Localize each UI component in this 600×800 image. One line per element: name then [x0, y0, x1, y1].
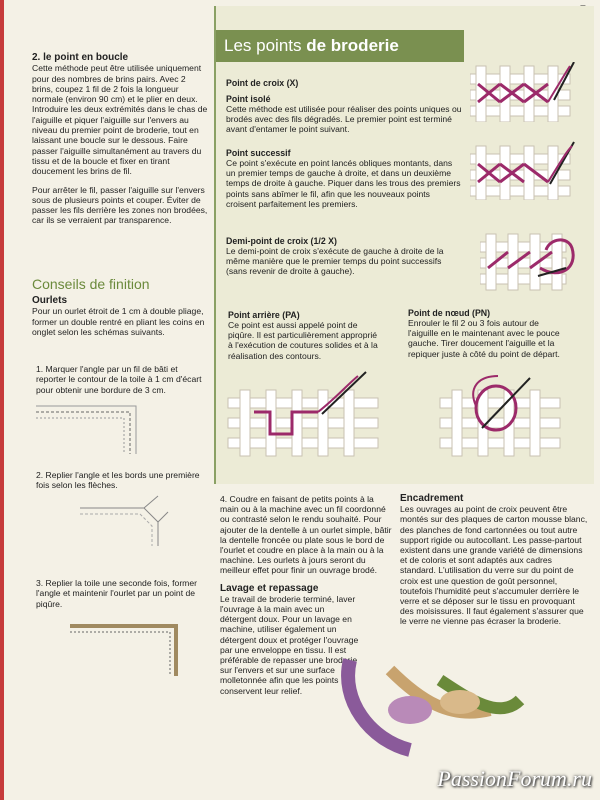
point-noeud-illustration — [438, 368, 578, 462]
noeud-text: Enrouler le fil 2 ou 3 fois autour de l'aiguille en le maintenant avec le pouce gauche. Tirer doucement l'aiguille et la repiquer juste à côté du point de départ. — [408, 318, 560, 359]
noeud-title: Point de nœud (PN) — [408, 308, 491, 318]
left-column — [32, 52, 208, 234]
arret-text: Pour arrêter le fil, passer l'aiguille sur l'envers sous de plusieurs points et couper. Éviter de passer les fils derrière les zones non brodées, car ils se verraient par transparence. — [32, 184, 208, 226]
demi-text: Le demi-point de croix s'exécute de gauche à droite de la même manière que le premier temps du point successifs (sans revenir de droite à gauche). — [226, 246, 444, 277]
cross-stitch-successif-illustration — [470, 140, 580, 200]
demi-title: Demi-point de croix (1/2 X) — [226, 236, 337, 246]
step2-text: 2. Replier l'angle et les bords une première fois selon les flèches. — [36, 470, 200, 491]
bottom-right-column — [400, 494, 590, 627]
step4-text: 4. Coudre en faisant de petits points à la main ou à la machine avec un fil coordonné ou contrasté selon le rendu souhaité. Pour ajouter de la dentelle à un ourlet simple, bâtir la dentelle froncée ou plate sous le bord de l'ourlet et coudre en place à la main ou à la machine. Les ourlets à jours seront du meilleur effet pour finir un ouvrage brodé. — [220, 494, 392, 576]
step1-text: 1. Marquer l'angle par un fil de bâti et reporter le contour de la toile à 1 cm d'écart pour obtenir une bordure de 3 cm. — [36, 364, 202, 395]
hem-diagram-2 — [70, 490, 170, 546]
lavage-title: Lavage et repassage — [220, 582, 319, 594]
demi-point-illustration — [480, 228, 580, 294]
arriere-text: Ce point est aussi appelé point de piqûre. Il est particulièrement approprié à l'exécution de coutures solides et à la réalisation des contours. — [228, 320, 378, 361]
heading-light: Les points — [224, 36, 307, 55]
conseils-title: Conseils de finition — [32, 276, 150, 292]
thread-skeins-image — [330, 640, 530, 760]
arriere-title: Point arrière (PA) — [228, 310, 300, 320]
lavage-text: Le travail de broderie terminé, laver l'ouvrage à la main avec un détergent doux. Pour un lavage en machine, utiliser également un détergent doux et protéger l'ouvrage par une enveloppe en tissu. Il est préférable de repasser une broderie sur l'envers et sur une surface molletonnée afin que les points conservent leur relief. — [220, 593, 359, 696]
ourlets-text: Pour un ourlet étroit de 1 cm à double pliage, former un double rentré en pliant les coins en onglet selon les schémas suivants. — [32, 306, 205, 337]
encadrement-title: Encadrement — [400, 493, 464, 504]
croix-title: Point de croix (X) — [226, 78, 299, 88]
point-arriere-illustration — [226, 368, 386, 462]
hem-diagram-3 — [66, 618, 186, 678]
watermark: PassionForum.ru — [437, 766, 592, 791]
heading-bold: de broderie — [306, 36, 399, 55]
hem-diagram-1 — [36, 396, 156, 456]
encadrement-text: Les ouvrages au point de croix peuvent être montés sur des plaques de carton mousse blanc, des planches de fond cartonnées ou tout autre support rigide ou autocollant. Les passe-partout existent dans une grande variété de dimensions et de coloris et sont adaptés aux cadres standard. L'utilisation du verre sur du point de croix est une question de goût personnel, toutefois l'humidité peut s'accumuler derrière le verre et se déposer sur le tissu en provoquant des moisissures. Il faut également s'assurer que le verre ne vienne pas écraser la broderie. — [400, 504, 588, 627]
step3-text: 3. Replier la toile une seconde fois, former l'angle et maintenir l'ourlet par un point de piqûre. — [36, 578, 197, 609]
page-edge-strip — [0, 0, 4, 800]
successif-title: Point successif — [226, 148, 291, 158]
ourlets-title: Ourlets — [32, 295, 68, 306]
ourlets-section — [32, 296, 208, 337]
isole-title: Point isolé — [226, 94, 271, 104]
boucle-title: 2. le point en boucle — [32, 52, 129, 63]
successif-text: Ce point s'exécute en point lancés obliques montants, dans un premier temps de gauche à droite, et dans un deuxième temps de droite à gauche. Piquer dans les trous des premiers points sans abîmer le fil, afin que les nouveaux points croisent parfaitement les premiers. — [226, 158, 461, 209]
cross-stitch-isole-illustration — [470, 62, 580, 122]
boucle-text: Cette méthode peut être utilisée uniquement pour des nombres de brins pairs. Avec 2 brins, coupez 1 fil de 2 fois la longueur normale (environ 90 cm) et le plier en deux. Introduire les deux extrémités dans le chas de l'aiguille et piquer l'aiguille sur l'envers au niveau du premier point de broderie, tout en laissant une boucle sur le dessous. Faire passer l'aiguille simultanément au travers du tissu et de la boucle et fixer en tirant doucement les brins de fil. — [32, 63, 208, 177]
panel-heading — [216, 30, 464, 62]
isole-text: Cette méthode est utilisée pour réaliser des points uniques ou brodés avec des fils dégradés. Le premier point est terminé avant d'entamer le point suivant. — [226, 104, 462, 135]
